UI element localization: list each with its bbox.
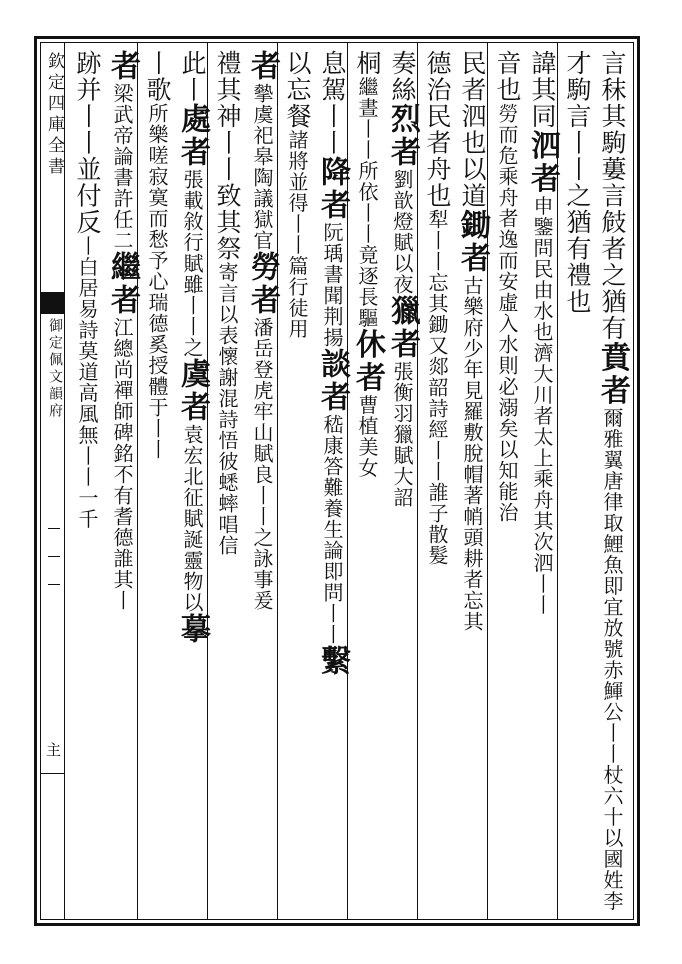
headword: 烈者 xyxy=(385,103,420,169)
text-segment: 跡并丨丨並付反 xyxy=(73,50,102,236)
text-column xyxy=(243,50,281,912)
text-segment: 袁宏北征賦誕靈物以 xyxy=(180,424,204,613)
headword: 獵者 xyxy=(385,295,420,361)
text-segment: 曹植美女 xyxy=(355,394,379,479)
text-segment: 音也 xyxy=(493,50,522,103)
margin-dash xyxy=(48,556,60,557)
text-segment: 潘岳登虎牢山賦良丨丨之詠事爰 xyxy=(250,317,274,611)
headword: 繼者 xyxy=(105,251,140,317)
text-segment: 此丨 xyxy=(178,50,207,103)
text-column xyxy=(103,50,141,912)
text-segment: 劉歆燈賦以夜 xyxy=(390,169,414,295)
text-segment: 篇行徒用 xyxy=(285,255,309,340)
headword: 繫 xyxy=(315,645,350,678)
headword: 者 xyxy=(105,50,140,83)
text-segment: 寄言以表懷謝混詩悟彼蟋蟀唱信 xyxy=(215,262,239,556)
headword: 虞者 xyxy=(175,358,210,424)
headword: 休者 xyxy=(350,328,385,395)
text-segment: 張載敘行賦雖丨丨之 xyxy=(180,169,204,358)
text-column xyxy=(208,50,246,912)
text-segment: 言秣其駒蔞言㩻者之猶有 xyxy=(598,50,627,342)
text-column xyxy=(593,50,631,912)
margin-dash xyxy=(48,528,60,529)
text-segment: 摰虞祀皋陶議獄官 xyxy=(250,83,274,251)
text-segment: 繼晝丨丨所依 xyxy=(355,76,379,203)
text-segment: 申鑒問民由水也濟大川者太上乘舟其次泗丨丨 xyxy=(530,195,554,616)
page-number: 主 xyxy=(44,742,62,757)
text-segment: 嵇康答難養生論即問丨丨 xyxy=(320,414,344,645)
headword: 勞者 xyxy=(245,251,280,317)
fish-tail-mark xyxy=(40,292,64,314)
text-segment: 梁武帝論書許任二 xyxy=(110,83,134,251)
text-segment: 民者泗也以道 xyxy=(458,50,487,209)
text-segment: 犁丨丨忘其鋤又郯韶詩經丨丨誰子散髮 xyxy=(425,209,449,566)
headword: 談者 xyxy=(315,348,350,414)
text-segment: 阮瑀書聞荆揚 xyxy=(320,222,344,348)
text-column xyxy=(173,50,211,912)
margin-dash xyxy=(48,584,60,585)
section-title: 御定佩文韻府 xyxy=(47,318,63,420)
text-column xyxy=(278,50,316,912)
text-segment: 諸將並得丨丨 xyxy=(285,129,309,256)
text-segment: 以忘餐 xyxy=(283,50,312,130)
text-segment: 張衡羽獵賦大詔 xyxy=(390,361,414,508)
book-title: 欽定四庫全書 xyxy=(44,52,64,178)
headword: 泗者 xyxy=(525,129,560,196)
text-column xyxy=(523,50,561,912)
text-segment: 所樂嗟寂寞而愁予心 xyxy=(145,103,169,292)
text-segment: 諱其同 xyxy=(528,50,557,130)
headword: 賁者 xyxy=(595,341,630,408)
text-column xyxy=(488,50,526,912)
text-segment: 息駕丨丨 xyxy=(318,50,347,156)
text-column xyxy=(138,50,176,912)
headword: 者 xyxy=(245,50,280,83)
headword: 處者 xyxy=(175,103,210,169)
text-segment: 丨丨竟逐長驅 xyxy=(355,202,379,329)
text-segment: 江總尚禪師碑銘不有耆德誰其丨 xyxy=(110,317,134,611)
text-segment: 奏絲 xyxy=(388,50,417,103)
text-column xyxy=(68,50,106,912)
text-segment: 爾雅翼唐律取鯉魚即宜放號赤鯶公丨丨杖六十以國姓李 xyxy=(600,407,624,912)
text-column xyxy=(313,50,351,912)
text-segment: 桐 xyxy=(353,50,382,77)
text-segment: 丨白居易詩莫道高風無丨丨一千 xyxy=(75,235,99,530)
text-segment: 瑞德奚授體于丨丨 xyxy=(145,292,169,460)
headword: 鋤者 xyxy=(455,209,490,275)
text-segment: 禮其神丨丨致其祭 xyxy=(213,50,242,262)
text-segment: 勞而危乘舟者逸而安虛入水則必溺矣以知能治 xyxy=(495,103,519,523)
text-segment: 丨歌 xyxy=(143,50,172,103)
text-segment: 古樂府少年見羅敷脫帽著帩頭耕者忘其 xyxy=(460,275,484,632)
text-segment: 德治民者舟也 xyxy=(423,50,452,209)
text-column xyxy=(348,50,386,912)
headword: 摹 xyxy=(175,613,210,646)
text-column xyxy=(558,50,596,912)
text-column xyxy=(383,50,421,912)
text-segment: 才駒言丨丨之猶有禮也 xyxy=(563,50,592,315)
headword: 降者 xyxy=(315,156,350,222)
margin-tick xyxy=(40,773,64,774)
text-column xyxy=(453,50,491,912)
text-column xyxy=(418,50,456,912)
